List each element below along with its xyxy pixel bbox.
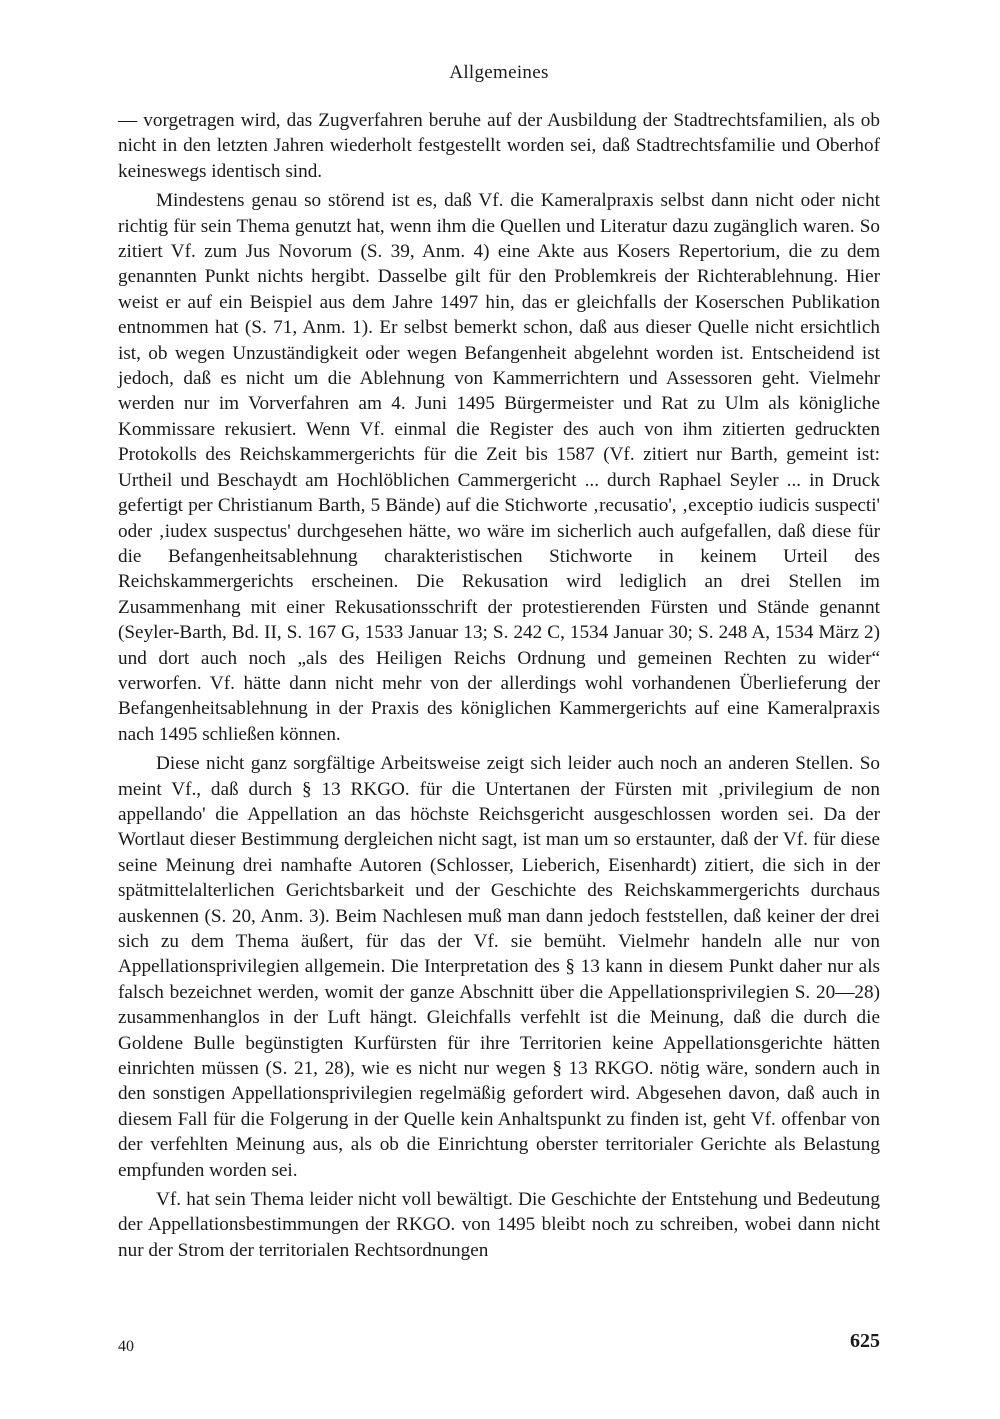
book-page xyxy=(118,0,880,1419)
running-head: Allgemeines xyxy=(449,62,549,83)
paragraph: Mindestens genau so störend ist es, daß Vf. die Kameralpraxis selbst dann nicht oder nicht richtig für sein Thema genutzt hat, wenn ihm die Quellen und Literatur dazu zugänglich waren. So zitiert Vf. zum Jus Novorum (S. 39, Anm. 4) eine Akte aus Kosers Repertorium, die zu dem genannten Punkt nichts hergibt. Dasselbe gilt für den Problemkreis der Richterablehnung. Hier weist er auf ein Beispiel aus dem Jahre 1497 hin, das er gleichfalls der Koserschen Publikation entnommen hat (S. 71, Anm. 1). Er selbst bemerkt schon, daß aus dieser Quelle nicht ersichtlich ist, ob wegen Unzuständigkeit oder wegen Befangenheit abgelehnt worden ist. Entscheidend ist jedoch, daß es nicht um die Ablehnung von Kammerrichtern und Assessoren geht. Vielmehr werden nur im Vorverfahren am 4. Juni 1495 Bürgermeister und Rat zu Ulm als königliche Kommissare rekusiert. Wenn Vf. einmal die Register des auch von ihm zitierten gedruckten Protokolls des Reichskammergerichts für die Zeit bis 1587 (Vf. zitiert nur Barth, gemeint ist: Urtheil und Beschaydt am Hochlöblichen Cammergericht ... durch Raphael Seyler ... in Druck gefertigt per Christianum Barth, 5 Bände) auf die Stichworte ‚recusatio', ‚exceptio iudicis suspecti' oder ‚iudex suspectus' durchgesehen hätte, wo wäre im sicherlich auch aufgefallen, daß diese für die Befangenheitsablehnung charakteristischen Stichworte in keinem Urteil des Reichskammergerichts erscheinen. Die Rekusation wird lediglich an drei Stellen im Zusammenhang mit einer Rekusationsschrift der protestierenden Fürsten und Stände genannt (Seyler-Barth, Bd. II, S. 167 G, 1533 Januar 13; S. 242 C, 1534 Januar 30; S. 248 A, 1534 März 2) und dort auch noch „als des Heiligen Reichs Ordnung und gemeinen Rechten zu wider“ verworfen. Vf. hätte dann nicht mehr von der allerdings wohl vorhandenen Überlieferung der Befangenheitsablehnung in der Praxis des königlichen Kammergerichts auf eine Kameralpraxis nach 1495 schließen können. xyxy=(118,190,880,745)
paragraph: Vf. hat sein Thema leider nicht voll bewältigt. Die Geschichte der Entstehung und Bedeutung der Appellationsbestimmungen der RKGO. von 1495 bleibt noch zu schreiben, wobei dann nicht nur der Strom der territorialen Rechtsordnungen xyxy=(118,1189,880,1261)
body-text xyxy=(118,108,880,1263)
page-number: 625 xyxy=(850,1330,880,1352)
paragraph-continuation: — vorgetragen wird, das Zugverfahren beruhe auf der Ausbildung der Stadtrechtsfamilien, als ob nicht in den letzten Jahren wiederholt festgestellt worden sei, daß Stadtrechtsfamilie und Oberhof keineswegs identisch sind. xyxy=(118,110,880,182)
signature-mark: 40 xyxy=(118,1338,134,1355)
paragraph: Diese nicht ganz sorgfältige Arbeitsweise zeigt sich leider auch noch an anderen Stellen. So meint Vf., daß durch § 13 RKGO. für die Untertanen der Fürsten mit ‚privilegium de non appellando' die Appellation an das höchste Reichsgericht ausgeschlossen worden sei. Da der Wortlaut dieser Bestimmung dergleichen nicht sagt, ist man um so erstaunter, daß der Vf. für diese seine Meinung drei namhafte Autoren (Schlosser, Lieberich, Eisenhardt) zitiert, die sich in der spätmittelalterlichen Gerichtsbarkeit und der Geschichte des Reichskammergerichts durchaus auskennen (S. 20, Anm. 3). Beim Nachlesen muß man dann jedoch feststellen, daß keiner der drei sich zu dem Thema äußert, für das der Vf. sie bemüht. Vielmehr handeln alle nur von Appellationsprivilegien allgemein. Die Interpretation des § 13 kann in diesem Punkt daher nur als falsch bezeichnet werden, womit der ganze Abschnitt über die Appellationsprivilegien S. 20—28) zusammenhanglos in der Luft hängt. Gleichfalls verfehlt ist die Meinung, daß die durch die Goldene Bulle begünstigten Kurfürsten für ihre Territorien keine Appellationsgerichte hätten einrichten müssen (S. 21, 28), wie es nicht nur wegen § 13 RKGO. nötig wäre, sondern auch in den sonstigen Appellationsprivilegien regelmäßig gefordert wird. Abgesehen davon, daß auch in diesem Fall für die Folgerung in der Quelle kein Anhaltspunkt zu finden ist, geht Vf. offenbar von der verfehlten Meinung aus, als ob die Einrichtung oberster territorialer Gerichte als Belastung empfunden worden sei. xyxy=(118,753,880,1181)
